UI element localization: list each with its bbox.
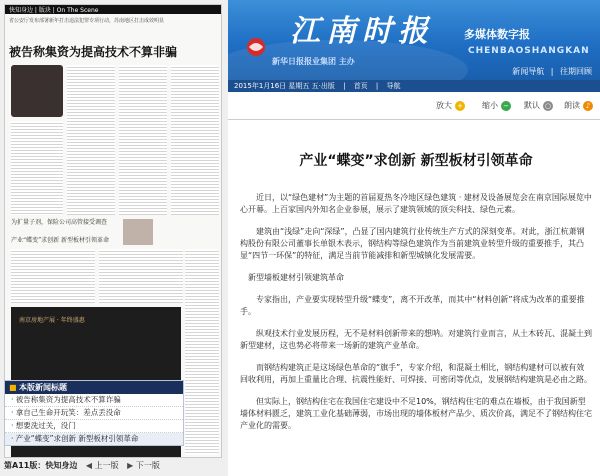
news-list-item[interactable]: · 拿自己生命开玩笑：差点丢没命 [5,407,183,420]
paper-mini-head[interactable]: 产业“蝶变”求创新 新型板材引领革命 [11,237,110,244]
reset-label: 默认 [524,101,540,110]
home-link[interactable]: 首页 [353,82,368,90]
issue-date: 2015年1月16日 星期五 五·出版 [234,82,335,90]
paper-photo-small [123,219,153,245]
link-separator: | [550,67,554,76]
enlarge-icon: + [455,101,465,111]
bullet-icon: · [11,421,14,430]
paper-text-column [11,121,63,215]
site-header [228,0,600,80]
paper-mini-head[interactable]: 为扩量子剂，保险公司高管接受调查 [11,219,108,226]
list-header-icon: ■ [9,383,17,392]
bullet-icon: · [11,395,14,404]
read-button[interactable] [564,100,593,111]
prev-page-link[interactable]: 上一版 [94,461,119,470]
speaker-icon: ♪ [583,101,593,111]
shrink-label: 缩小 [482,101,498,110]
next-arrow-icon[interactable]: ▶ [127,461,134,470]
paper-section-bar [5,5,221,14]
article-paragraph: 专家指出，产业要实现转型升级“蝶变”，离不开改革，而其中“材料创新”将成为改革的重要推手。 [240,295,585,316]
shrink-icon: − [501,101,511,111]
masthead-title: 江南时报 [290,14,434,49]
news-list-panel [4,380,184,446]
reset-icon: ○ [544,101,552,110]
paper-text-column [171,65,219,215]
paper-subhead: 省公安厅发布部署新年打击违法犯罪专项行动，苏南地区打击成效明显 [9,18,165,24]
news-list-item[interactable]: · 产业“蝶变”求创新 新型板材引领革命 [5,433,183,445]
shrink-button[interactable] [482,100,511,111]
bullet-icon: · [11,408,14,417]
news-list-item[interactable]: · 想要洗过关，没门 [5,420,183,433]
date-bar [228,80,600,92]
news-list-item[interactable]: · 被告称集资为提高技术不算诈骗 [5,394,183,407]
article-paragraph: 但实际上，钢结构住宅在我国住宅建设中不足10%，钢结构住宅的难点在墙板，由于我国新型墙体材料匮乏，建筑工业化基础薄弱，市场出现的墙体板材产品少、质次价高，满足不了钢结构住宅产业化的需要。 [240,397,592,430]
page-nav [0,458,228,476]
article-paragraph: 纵观技术行业发展历程，无不是材料创新带来的想呐。对建筑行业而言，从土木砖瓦、混凝土到新型建材，这也势必将带来一场新的建筑产业革命。 [240,329,592,350]
ad-text: 南京房地产展 · 年终盛惠 [19,317,85,324]
bullet-icon: · [11,434,14,443]
article-body [240,150,592,442]
paper-headline[interactable]: 被告称集资为提高技术不算非骗 [9,45,178,59]
paper-text-column [99,249,183,303]
masthead-pinyin: CHENBAOSHANGKAN [468,46,590,56]
article-paragraph: 而钢结构建筑正是这场绿色革命的“旗手”，专家介绍，和混凝土相比，钢结构建材可以被有效回收利用，再加上重量比合理、抗震性能好、可焊接、可密闭等优点，发展钢结构建筑是必由之路。 [240,363,592,384]
article-toolbar [228,92,600,120]
enlarge-button[interactable] [436,100,465,111]
prev-arrow-icon[interactable]: ◀ [85,461,93,470]
guide-link[interactable]: 导航 [386,82,401,90]
news-list-header [5,381,183,394]
paper-text-column [119,65,167,215]
next-page-link[interactable]: 下一版 [135,461,160,470]
article-subheading: 新型墙板建材引领建筑革命 [248,273,344,282]
article-paragraph: 近日，以“绿色建材”为主题的首届夏热冬冷地区绿色建筑 · 建材及设备展览会在南京国际展览中心开幕。上百家国内外知名企业参展，展示了建筑领域的顶尖科技、绿色元素。 [240,193,592,214]
news-list-title: 本版新闻标题 [19,383,67,392]
newspaper-logo-icon [242,36,270,58]
separator: | [343,82,346,90]
article-title: 产业“蝶变”求创新 新型板材引领革命 [299,153,533,169]
paper-photo [11,65,63,117]
separator: | [375,82,379,90]
article-paragraph: 建筑由“浅绿”走向“深绿”，凸显了国内建筑行业传统生产方式的深刻变革。对此，浙江杭萧钢构股份有限公司董事长单银木表示，钢结构等绿色建筑作为当前建筑业转型升级的重要推手，其凸显“四节一环保”的特征，满足当前节能减排和新型城镇化发展需要。 [240,227,585,260]
nav-link-archive[interactable]: 往期回顾 [560,67,592,76]
paper-text-column [185,249,219,455]
reset-button[interactable] [524,100,553,111]
paper-text-column [67,65,115,215]
header-links [508,66,592,77]
paper-text-column [11,249,95,303]
paper-section-label: 快知身边 | 版块 | On The Scene [9,7,99,14]
page-label: 第A11版：快知身边 [4,461,78,470]
publisher-line: 新华日报报业集团 主办 [272,57,355,66]
masthead-subtitle: 多媒体数字报 [464,28,530,41]
nav-link-news[interactable]: 新闻导航 [512,67,545,76]
read-label: 朗读 [564,101,580,110]
enlarge-label: 放大 [436,101,452,110]
